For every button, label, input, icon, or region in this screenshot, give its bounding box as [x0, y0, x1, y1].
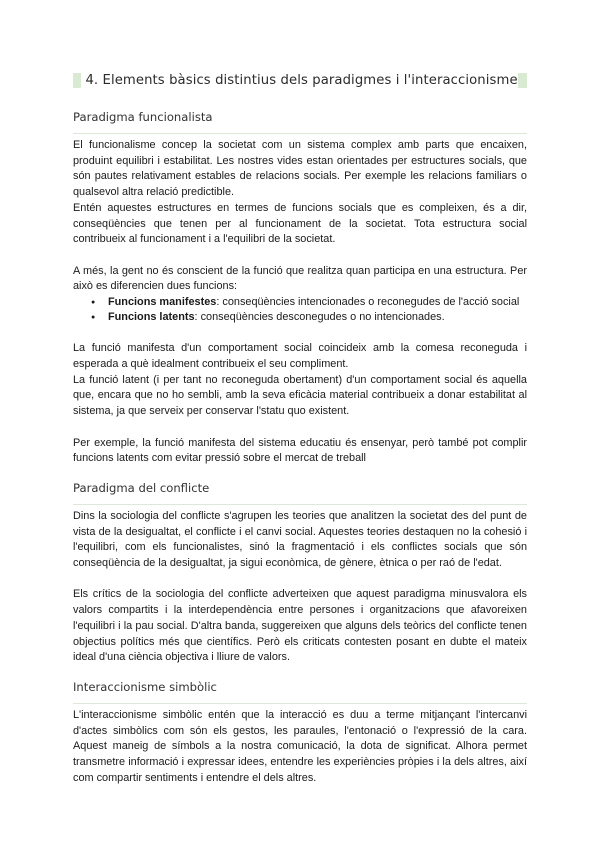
paragraph: Dins la sociologia del conflicte s'agrupen les teories que analitzen la societat des del punt de vista de la desigualtat, el conflicte i el canvi social. Aquestes teories destaquen no la cohesió i l'equilibri, com els funcionalistes, sinó la fragmentació i els conflictes socials que són conseqüència de la desigualtat, ja sigui econòmica, de gènere, ètnica o per raó de l'edat. — [73, 509, 527, 570]
heading-conflict: Paradigma del conflicte — [73, 480, 210, 495]
divider — [73, 504, 527, 505]
bullet-text: : conseqüències intencionades o reconegudes de l'acció social — [216, 296, 520, 309]
heading-symbolic: Interaccionisme simbòlic — [73, 679, 217, 694]
heading-functionalist: Paradigma funcionalista — [73, 110, 213, 124]
title-highlight-left — [73, 73, 81, 88]
divider — [73, 133, 527, 134]
paragraph: L'interaccionisme simbòlic entén que la interacció es duu a terme mitjançant l'intercanvi d'actes simbòlics com són els gestos, les paraules, l'entonació o l'expressió de la cara. Aquest maneig de símbols a la nostra comunicació, la dota de significat. Alhora permet transmetre informació i expressar idees, entendre les experiències pròpies i la dels altres, així com compartir sentiments i entendre el dels altres. — [73, 708, 527, 784]
paragraph: Per exemple, la funció manifesta del sistema educatiu és ensenyar, però també pot complir funcions latents com evitar pressió sobre el mercat de treball — [73, 436, 527, 465]
list-item — [91, 295, 527, 310]
paragraph: Entén aquestes estructures en termes de funcions socials que es compleixen, és a dir, conseqüències que tenen per al funcionament de la societat. Tota estructura social contribueix al funcionament i a l'equilibri de la societat. — [73, 201, 527, 246]
functions-list — [73, 295, 527, 326]
paragraph: Els crítics de la sociologia del conflicte adverteixen que aquest paradigma minusvalora els valors compartits i la interdependència entre persones i organitzacions que afavoreixen l'equilibri i la pau social. D'altra banda, suggereixen que alguns dels teòrics del conflicte tenen objectius polítics més que científics. Però els criticats contesten posant en dubte el mateix ideal d'una ciència objectiva i lliure de valors. — [73, 588, 527, 664]
bullet-term: Funcions manifestes — [108, 296, 217, 309]
title-highlight-right — [518, 73, 527, 88]
list-item — [91, 310, 527, 325]
page-title: 4. Elements bàsics distintius dels paradigmes i l'interaccionisme — [85, 72, 518, 88]
divider — [73, 703, 527, 704]
bullet-text: : conseqüències desconegudes o no intencionades. — [194, 311, 445, 324]
title-row — [73, 70, 527, 90]
paragraph: El funcionalisme concep la societat com un sistema complex amb parts que encaixen, produint equilibri i estabilitat. Les nostres vides estan orientades per estructures socials, que són pautes relativament estables de relacions socials. Per exemple les relacions familiars o qualsevol altra relació predictible. — [73, 139, 527, 199]
paragraph: La funció manifesta d'un comportament social coincideix amb la comesa reconeguda i esperada a què idealment contribueix el seu compliment. — [73, 342, 527, 370]
paragraph: A més, la gent no és conscient de la funció que realitza quan participa en una estructura. Per això es diferencien dues funcions: — [73, 264, 527, 293]
document-page — [73, 70, 527, 786]
bullet-term: Funcions latents — [108, 311, 195, 324]
paragraph: La funció latent (i per tant no reconeguda obertament) d'un comportament social és aquella que, encara que no ho sembli, amb la seva eficàcia material contribueix a donar estabilitat al sistema, ja que serveix per conservar l'statu quo existent. — [73, 373, 527, 418]
